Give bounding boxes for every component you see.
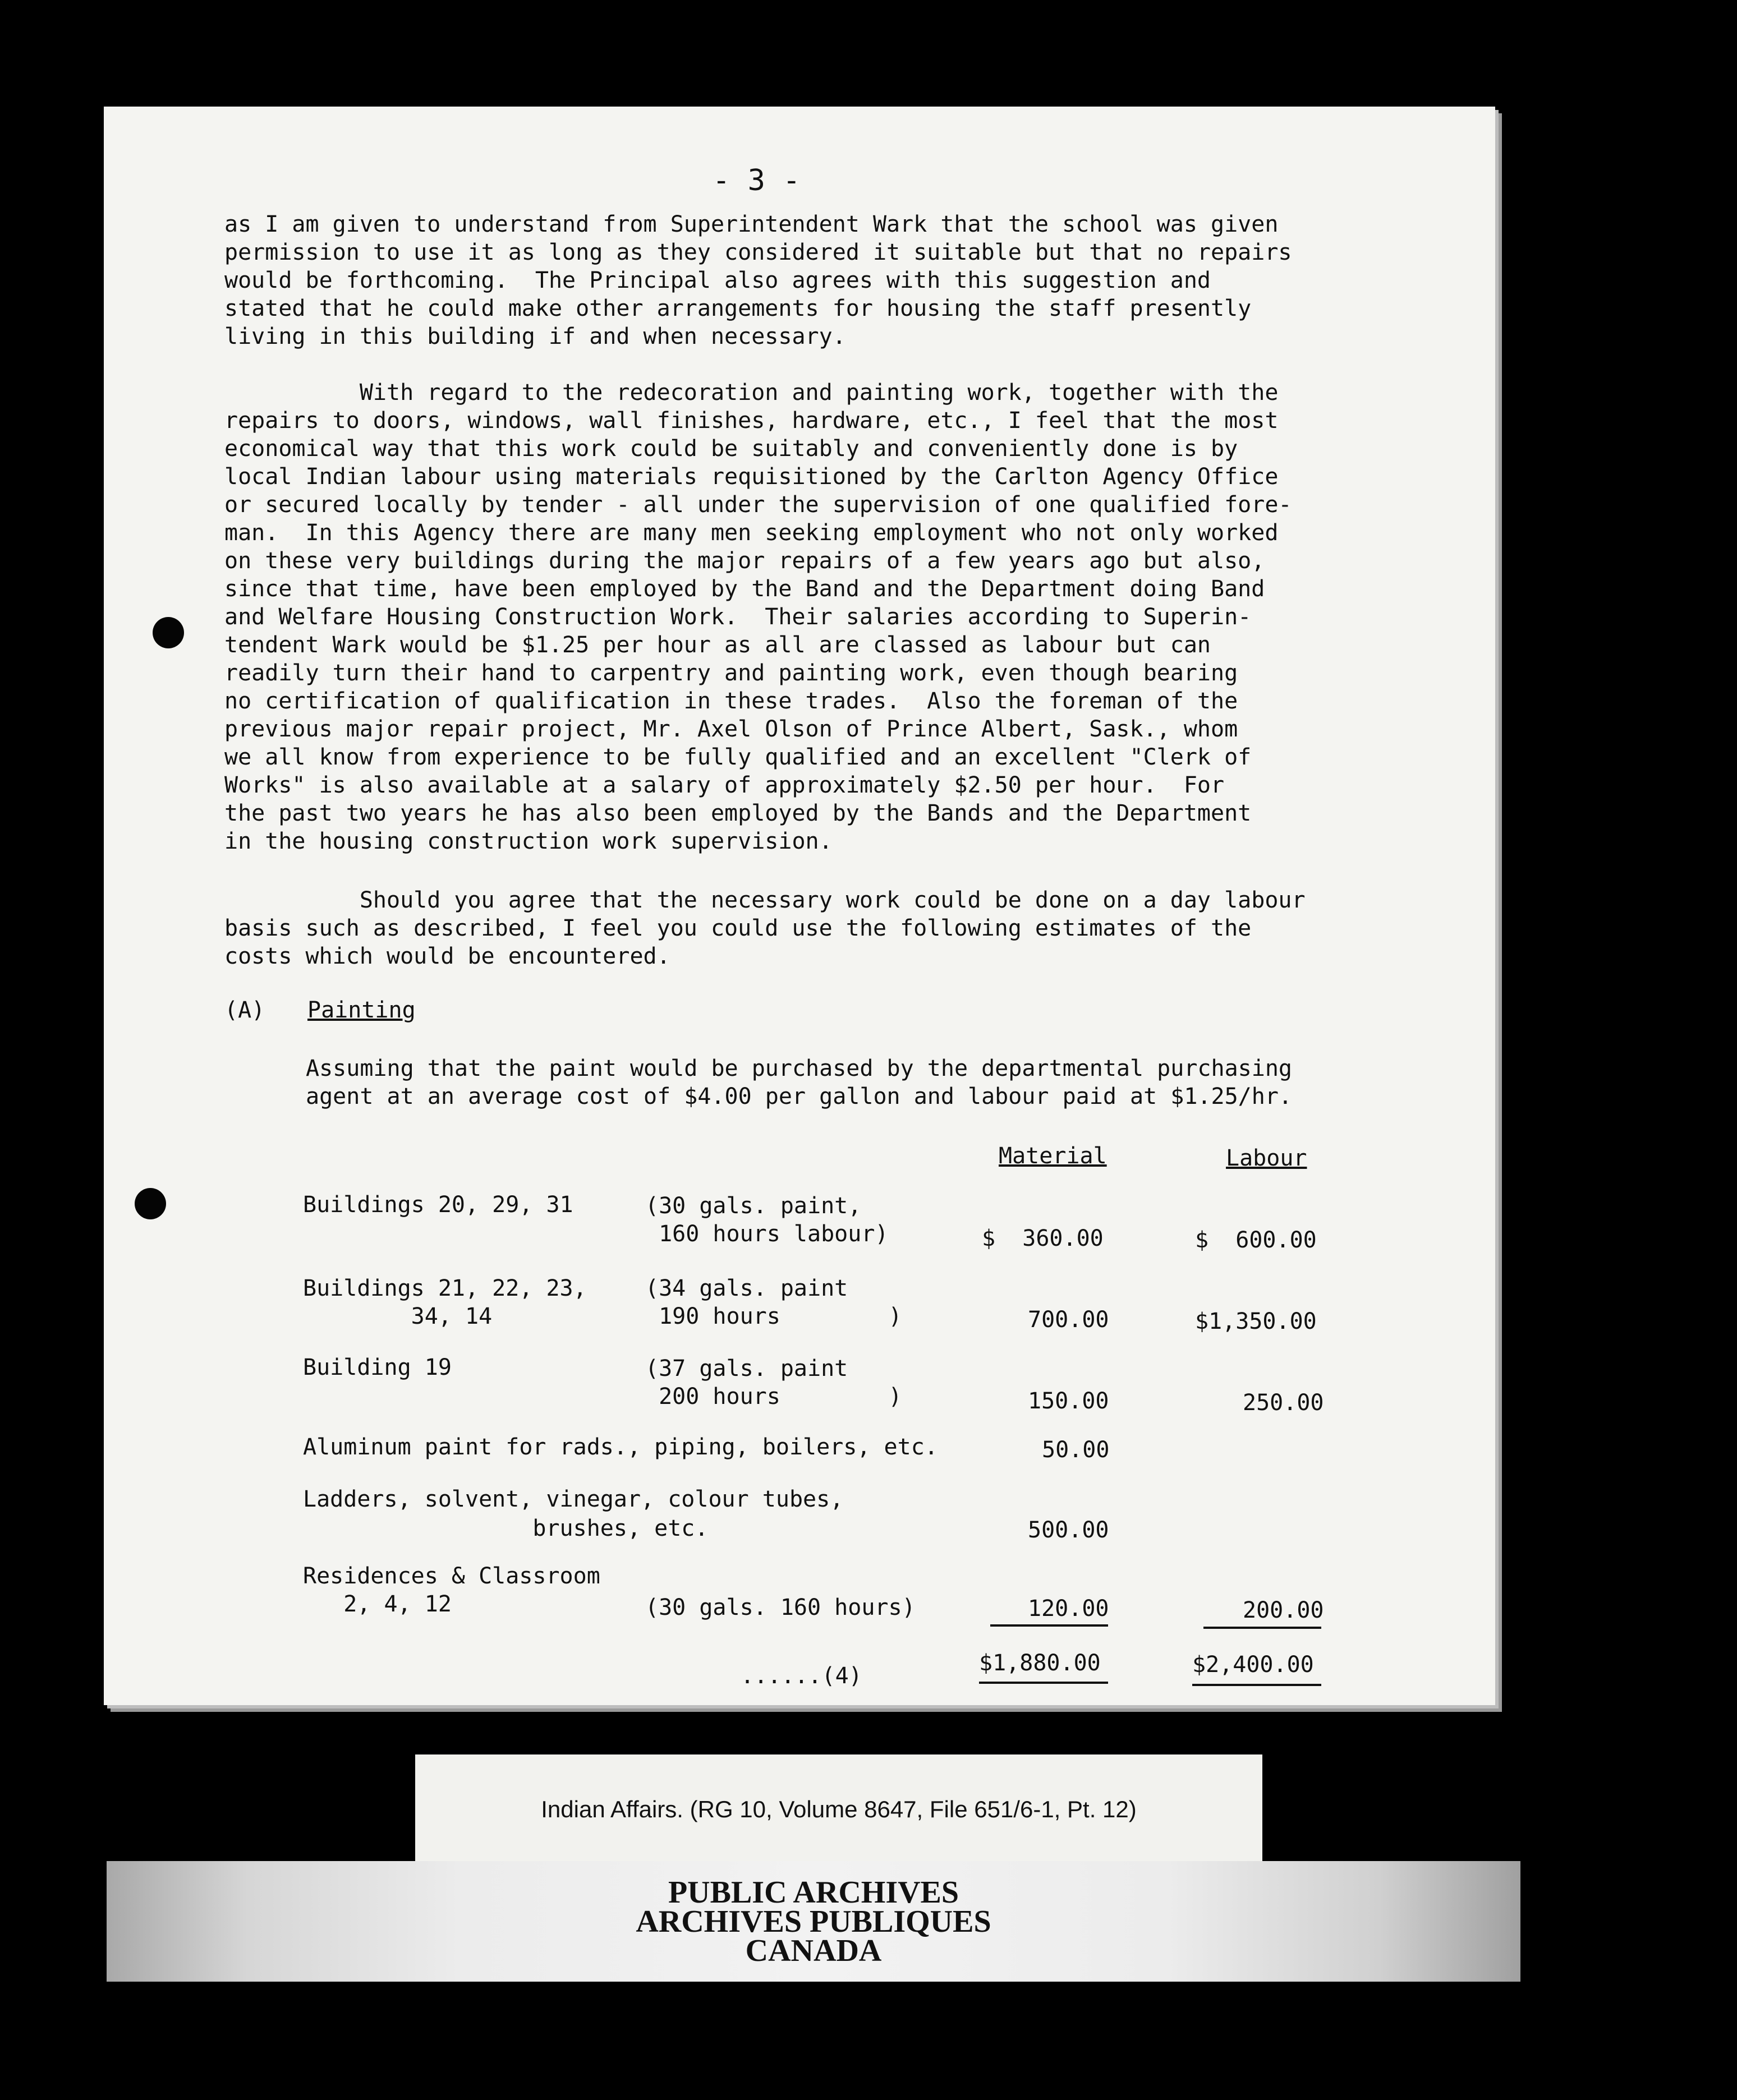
punch-hole-bottom [135,1188,166,1219]
total-rule-material [979,1682,1108,1684]
header-labour: Labour [1226,1145,1307,1171]
row-labour: 200.00 [1243,1597,1324,1623]
stamp-line-3: CANADA [745,1933,882,1968]
row-item: Ladders, solvent, vinegar, colour tubes, brushes, etc. [303,1486,844,1541]
total-rule-labour [1192,1684,1321,1686]
row-item: Aluminum paint for rads., piping, boilers, etc. [303,1434,938,1460]
continuation-marker: ......(4) [741,1663,862,1689]
total-labour: $2,400.00 [1192,1652,1314,1678]
subtotal-rule-material [990,1624,1108,1627]
row-material: 700.00 [1028,1307,1109,1333]
row-detail: (30 gals. paint, 160 hours labour) [645,1193,889,1247]
row-material: 120.00 [1028,1596,1109,1622]
row-detail: (37 gals. paint 200 hours ) [645,1356,902,1410]
paragraph-assumption: Assuming that the paint would be purchased by the departmental purchasing agent at an average cost of $4.00 per gallon and labour paid at $1.25/hr. [306,1056,1292,1109]
archive-reference-label: Indian Affairs. (RG 10, Volume 8647, File 651/6-1, Pt. 12) [415,1754,1262,1864]
row-material: 500.00 [1028,1517,1109,1543]
paragraph-day-labour: Should you agree that the necessary work could be done on a day labour basis such as described, I feel you could use the following estimates of the costs which would be encountered. [224,887,1306,969]
header-material: Material [999,1143,1107,1169]
archives-stamp [107,1875,1520,1968]
row-item: Building 19 [303,1355,452,1380]
row-item: Buildings 21, 22, 23, 34, 14 [303,1275,587,1329]
total-material: $1,880.00 [979,1650,1101,1676]
paragraph-redecoration: With regard to the redecoration and painting work, together with the repairs to doors, windows, wall finishes, hardware, etc., I feel that the most economical way that this work could be suitably and conveniently done is by local Indian labour using materials requisitioned by the Carlton Agency Office or secured locally by tender - all under the supervision of one qualified fore- man. In this Agency there are many men seeking employment who not only worked on these very buildings during the major repairs of a few years ago but also, since that time, have been employed by the Band and the Department doing Band and Welfare Housing Construction Work. Their salaries according to Superin- tendent Wark would be $1.25 per hour as all are classed as labour but can readily turn their hand to carpentry and painting work, even though bearing no certification of qualification in these trades. Also the foreman of the previous major repair project, Mr. Axel Olson of Prince Albert, Sask., whom we all know from experience to be fully qualified and an excellent "Clerk of Works" is also available at a salary of approximately $2.50 per hour. For the past two years he has also been employed by the Bands and the Department in the housing construction work supervision. [224,380,1292,854]
section-letter: (A) [224,997,265,1023]
row-material: $ 360.00 [982,1226,1104,1251]
row-detail: (30 gals. 160 hours) [645,1595,916,1620]
section-title: Painting [307,997,416,1023]
row-material: 50.00 [1042,1437,1110,1463]
punch-hole-top [153,617,184,648]
row-material: 150.00 [1028,1388,1109,1414]
row-labour: $ 600.00 [1195,1227,1317,1253]
row-labour: 250.00 [1243,1390,1324,1416]
row-labour: $1,350.00 [1195,1309,1317,1334]
subtotal-rule-labour [1203,1627,1321,1629]
row-detail: (34 gals. paint 190 hours ) [645,1275,902,1329]
page-number: - 3 - [713,164,801,197]
stamp-line-1: PUBLIC ARCHIVES [668,1875,959,1910]
row-item: Residences & Classroom 2, 4, 12 [303,1563,600,1617]
stamp-line-2: ARCHIVES PUBLIQUES [636,1904,991,1939]
paragraph-intro: as I am given to understand from Superintendent Wark that the school was given permission to use it as long as they considered it suitable but that no repairs would be forthcoming. The Principal also agrees with this suggestion and stated that he could make other arrangements for housing the staff presently living in this building if and when necessary. [224,211,1292,349]
row-item: Buildings 20, 29, 31 [303,1192,573,1218]
